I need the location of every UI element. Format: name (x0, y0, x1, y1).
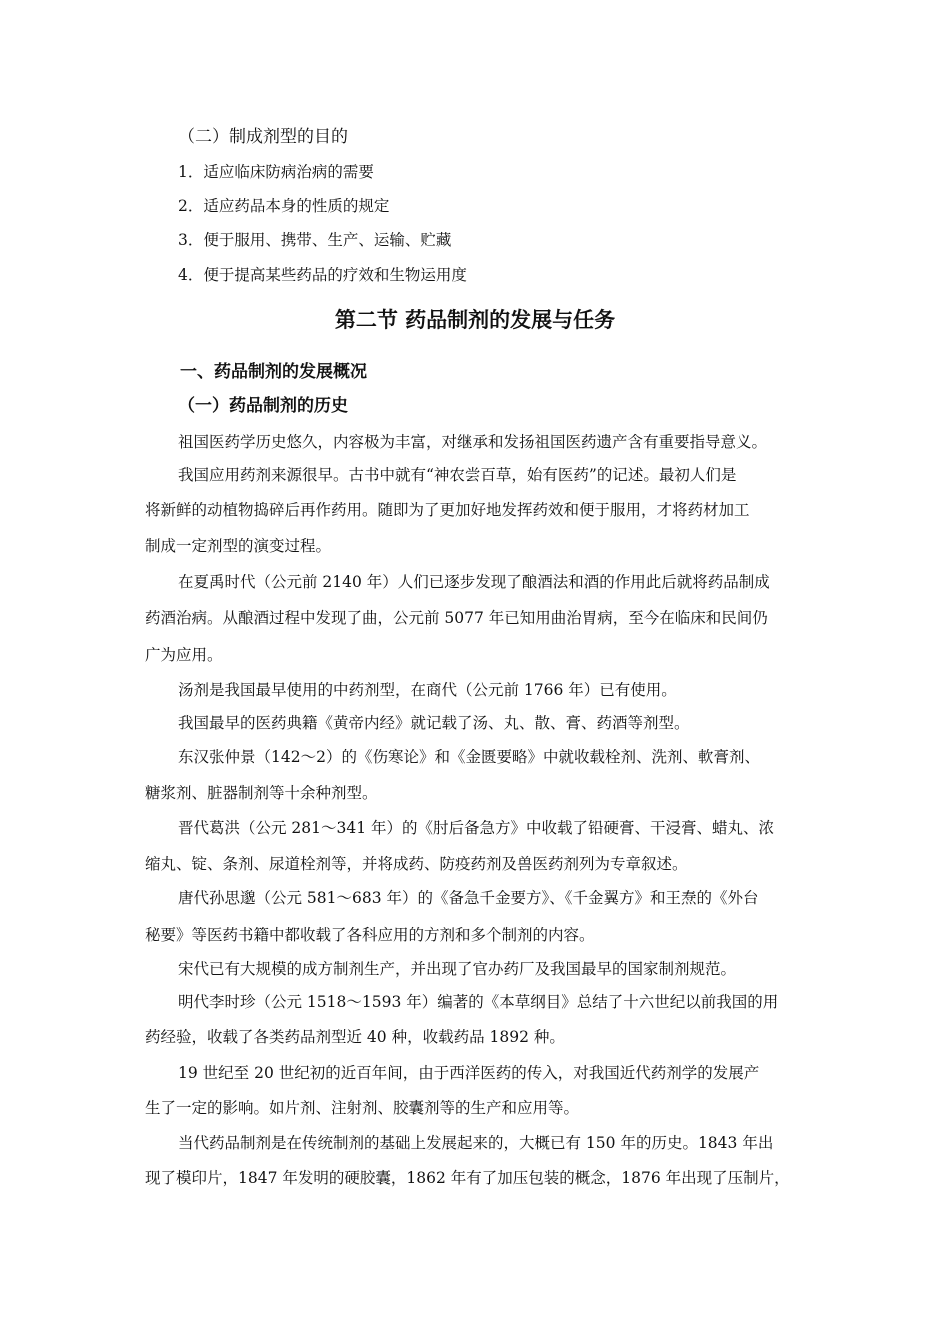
paragraph-line: 秘要》等医药书籍中都收载了各科应用的方剂和多个制剂的内容。 (145, 926, 595, 944)
list-item: 3．便于服用、携带、生产、运输、贮藏 (178, 231, 452, 249)
paragraph-line: 在夏禹时代（公元前 2140 年）人们已逐步发现了酿酒法和酒的作用此后就将药品制成 (178, 573, 770, 591)
paragraph-line: 生了一定的影响。如片剂、注射剂、胶囊剂等的生产和应用等。 (145, 1099, 580, 1117)
paragraph-line: 药经验，收载了各类药品剂型近 40 种，收载药品 1892 种。 (145, 1028, 565, 1046)
paragraph-line: 我国应用药剂来源很早。古书中就有“神农尝百草，始有医药”的记述。最初人们是 (178, 466, 737, 484)
paragraph-line: 当代药品制剂是在传统制剂的基础上发展起来的，大概已有 150 年的历史。1843 年出 (178, 1134, 774, 1152)
list-item: 4．便于提高某些药品的疗效和生物运用度 (178, 266, 467, 284)
paragraph-line: 广为应用。 (145, 646, 223, 664)
paragraph-line: 唐代孙思邈（公元 581～683 年）的《备急千金要方》、《千金翼方》和王焘的《外台 (178, 889, 759, 907)
paragraph-line: 药酒治病。从酿酒过程中发现了曲，公元前 5077 年已知用曲治胃病，至今在临床和民间仍 (145, 609, 768, 627)
paragraph-line: 制成一定剂型的演变过程。 (145, 537, 332, 555)
heading-level-1: 一、药品制剂的发展概况 (180, 362, 367, 382)
paragraph-line: 将新鲜的动植物捣碎后再作药用。随即为了更加好地发挥药效和便于服用，才将药材加工 (145, 501, 750, 519)
paragraph-line: 糖浆剂、脏器制剂等十余种剂型。 (145, 784, 378, 802)
paragraph-line: 宋代已有大规模的成方制剂生产，并出现了官办药厂及我国最早的国家制剂规范。 (178, 960, 737, 978)
subheading-purpose: （二）制成剂型的目的 (178, 127, 348, 147)
paragraph-line: 我国最早的医药典籍《黄帝内经》就记载了汤、丸、散、膏、药酒等剂型。 (178, 714, 690, 732)
list-item: 1．适应临床防病治病的需要 (178, 163, 374, 181)
heading-level-2: （一）药品制剂的历史 (178, 396, 348, 416)
paragraph-line: 祖国医药学历史悠久，内容极为丰富，对继承和发扬祖国医药遗产含有重要指导意义。 (178, 433, 768, 451)
paragraph-line: 汤剂是我国最早使用的中药剂型，在商代（公元前 1766 年）已有使用。 (178, 681, 677, 699)
paragraph-line: 19 世纪至 20 世纪初的近百年间，由于西洋医药的传入，对我国近代药剂学的发展产 (178, 1064, 760, 1082)
list-item: 2．适应药品本身的性质的规定 (178, 197, 390, 215)
paragraph-line: 缩丸、锭、条剂、尿道栓剂等，并将成药、防疫药剂及兽医药剂列为专章叙述。 (145, 855, 688, 873)
paragraph-line: 东汉张仲景（142～2）的《伤寒论》和《金匮要略》中就收载栓剂、洗剂、軟膏剂、 (178, 748, 760, 766)
paragraph-line: 晋代葛洪（公元 281～341 年）的《肘后备急方》中收载了铅硬膏、干浸膏、蜡丸、浓 (178, 819, 775, 837)
section-title: 第二节 药品制剂的发展与任务 (334, 308, 616, 332)
paragraph-line: 明代李时珍（公元 1518～1593 年）编著的《本草纲目》总结了十六世纪以前我国的用 (178, 993, 779, 1011)
paragraph-line: 现了模印片，1847 年发明的硬胶囊，1862 年有了加压包装的概念，1876 年出现了压制片， (145, 1169, 790, 1187)
